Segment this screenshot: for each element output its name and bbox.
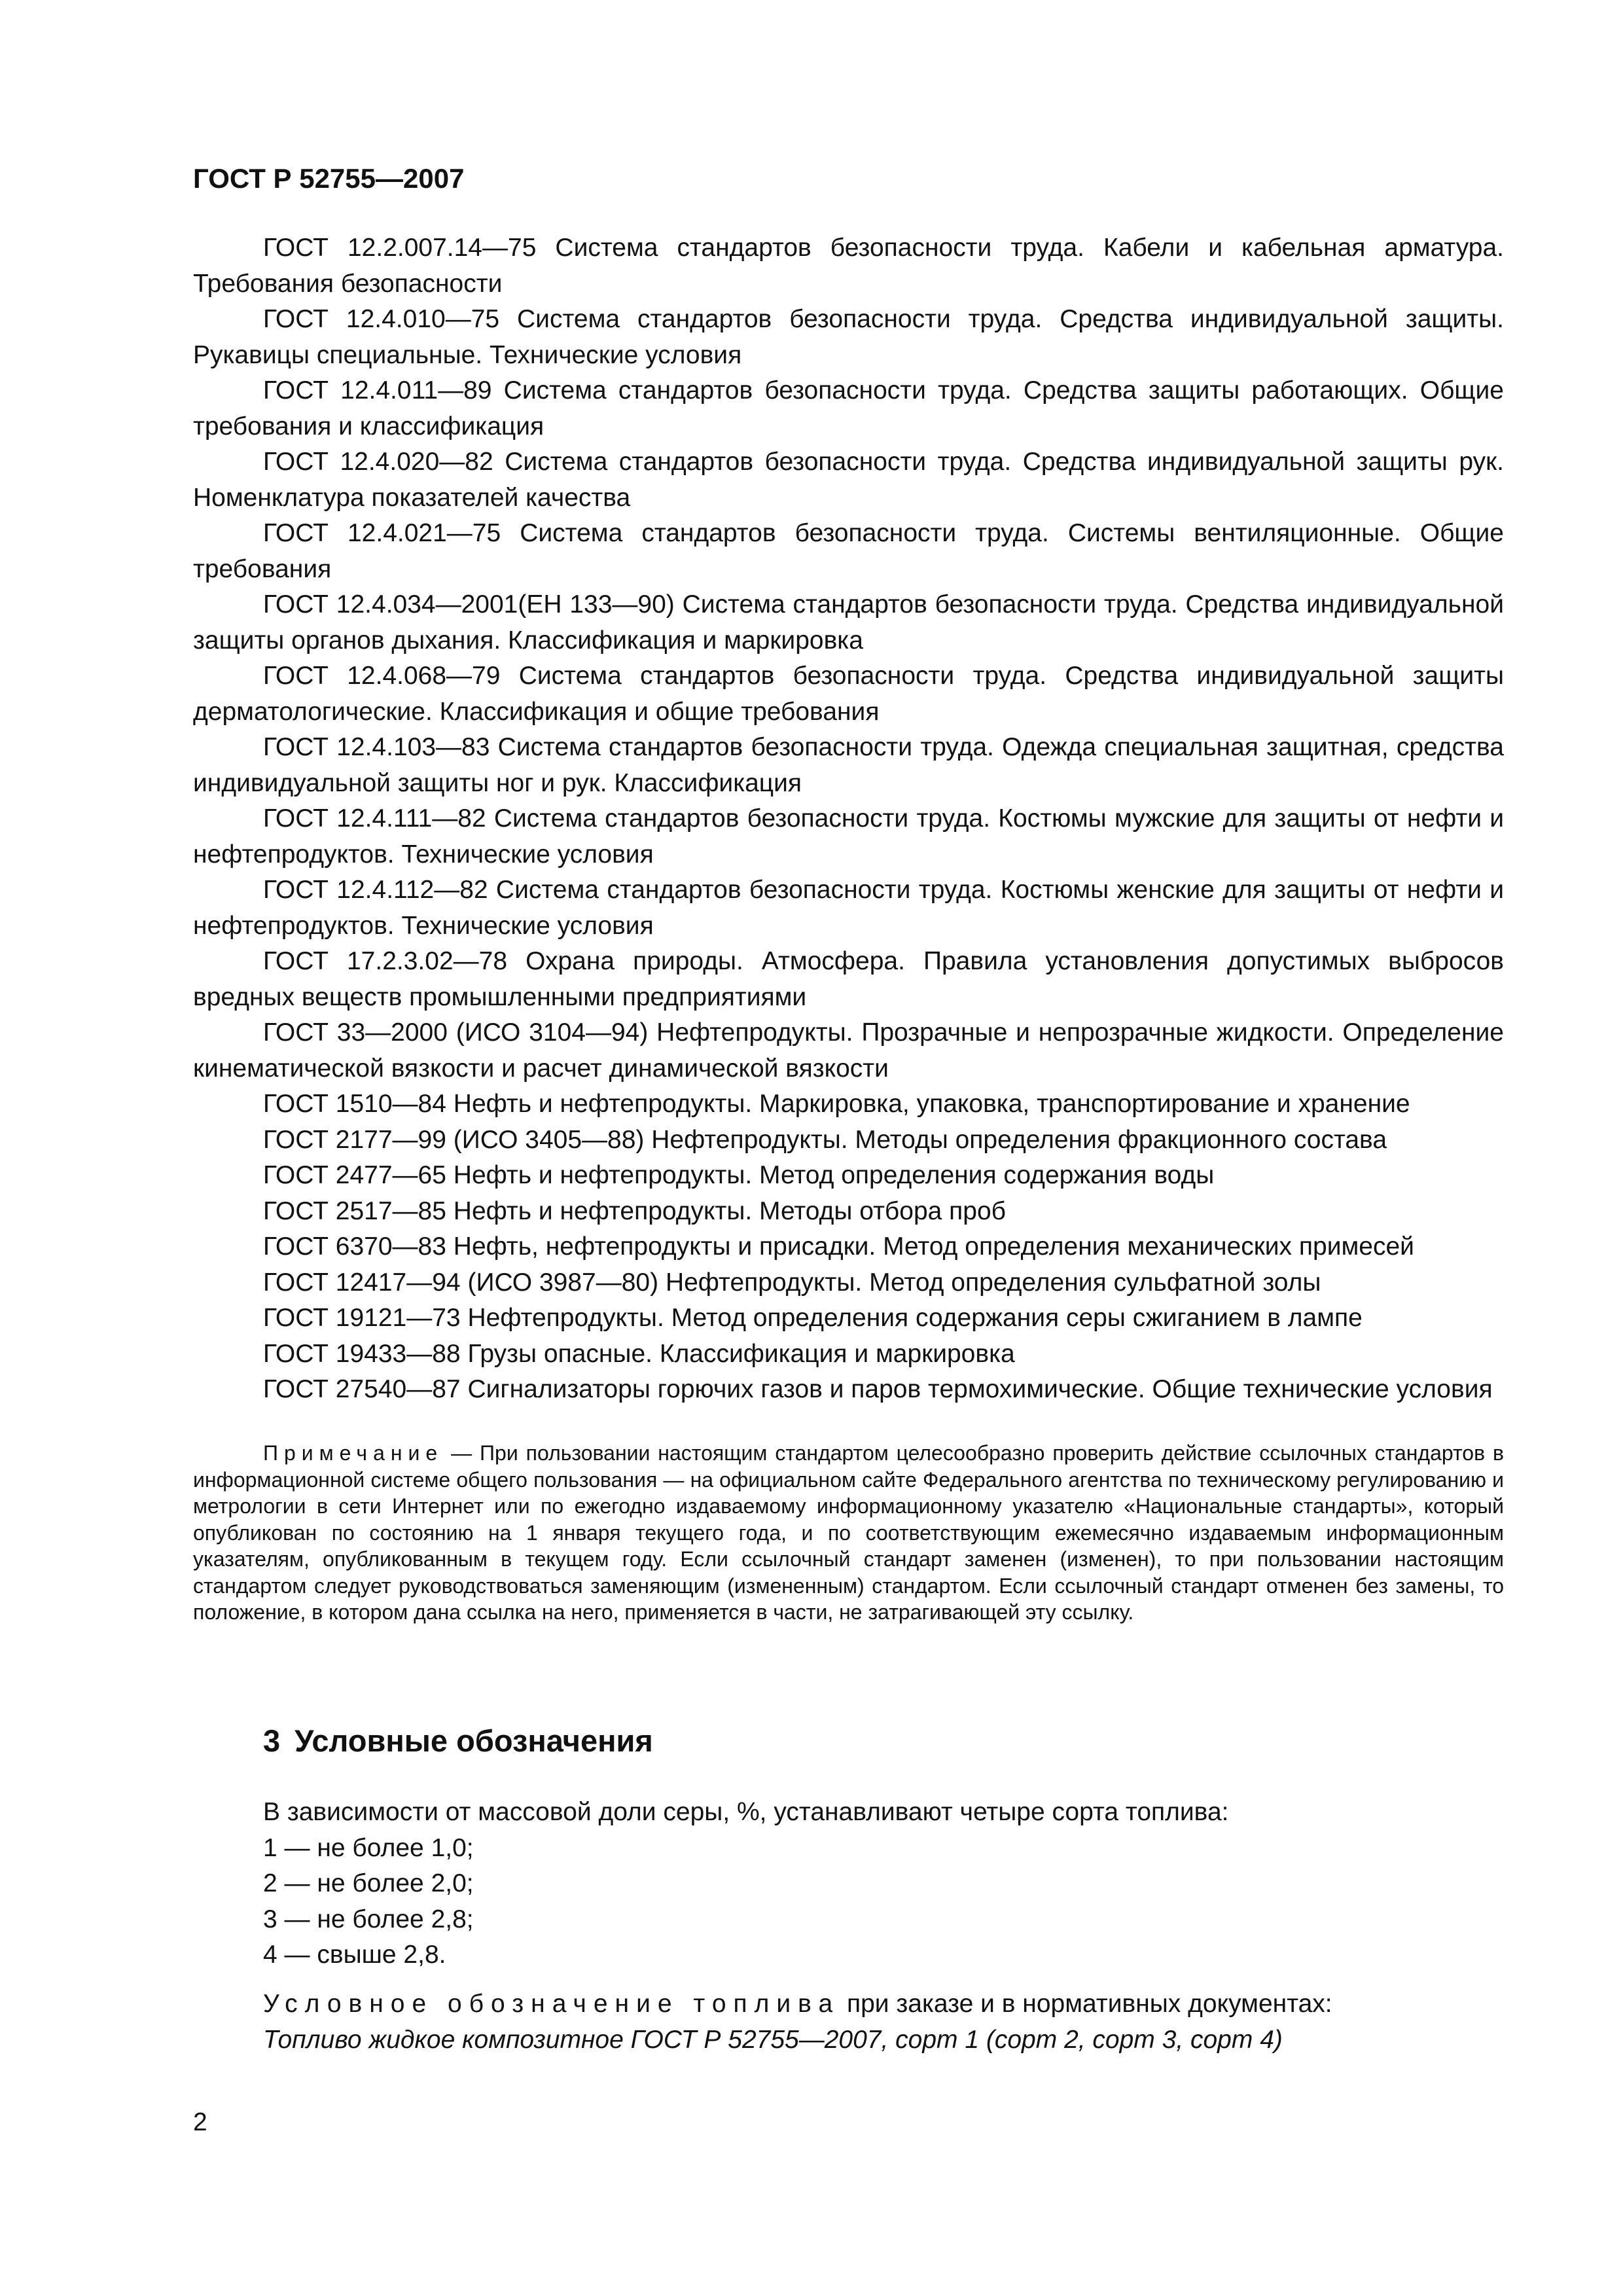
reference-item (193, 373, 1504, 444)
reference-item (193, 1086, 1504, 1122)
reference-title: Нефть, нефтепродукты и присадки. Метод определения механических примесей (453, 1232, 1414, 1261)
designation-example: Топливо жидкое композитное ГОСТ Р 52755—2007, сорт 1 (сорт 2, сорт 3, сорт 4) (263, 2025, 1283, 2054)
reference-title: Система стандартов безопасности труда. Средства защиты работающих. Общие требования и классификация (193, 376, 1504, 440)
reference-title: Нефть и нефтепродукты. Метод определения содержания воды (453, 1161, 1215, 1189)
reference-title: Система стандартов безопасности труда. Средства индивидуальной защиты. Рукавицы специальные. Технические условия (193, 305, 1504, 369)
reference-title: Нефтепродукты. Метод определения содержания серы сжиганием в лампе (467, 1304, 1363, 1332)
designation-label: Условное обозначение топлива (263, 1990, 840, 2018)
reference-title: Нефть и нефтепродукты. Методы отбора проб (453, 1196, 1007, 1225)
reference-title: Система стандартов безопасности труда. Костюмы мужские для защиты от нефти и нефтепродуктов. Технические условия (193, 804, 1505, 869)
reference-code: ГОСТ 1510—84 (263, 1090, 446, 1118)
reference-item (193, 230, 1504, 302)
document-header: ГОСТ Р 52755—2007 (193, 163, 465, 194)
page-number: 2 (193, 2108, 207, 2136)
reference-item (193, 444, 1504, 516)
grade-item: 1 — не более 1,0; (263, 1833, 474, 1862)
reference-title: Система стандартов безопасности труда. Средства индивидуальной защиты дерматологические. Классификация и общие требования (193, 662, 1505, 726)
reference-item (193, 302, 1504, 373)
section-title: Условные обозначения (294, 1723, 653, 1758)
section-number: 3 (263, 1723, 281, 1758)
reference-code: ГОСТ 12.4.021—75 (263, 519, 501, 547)
reference-item (193, 1372, 1504, 1408)
reference-code: ГОСТ 19433—88 (263, 1339, 461, 1368)
reference-item (193, 1336, 1504, 1372)
reference-title: Система стандартов безопасности труда. Системы вентиляционные. Общие требования (193, 519, 1504, 583)
reference-title: Нефть и нефтепродукты. Маркировка, упаковка, транспортирование и хранение (453, 1090, 1410, 1118)
reference-title: Нефтепродукты. Метод определения сульфатной золы (665, 1268, 1321, 1297)
reference-code: ГОСТ 19121—73 (263, 1304, 461, 1332)
section-body (263, 1795, 1504, 1973)
reference-code: ГОСТ 12.4.112—82 (263, 876, 488, 904)
reference-code: ГОСТ 12.4.068—79 (263, 662, 501, 690)
reference-code: ГОСТ 2517—85 (263, 1196, 446, 1225)
reference-item (193, 872, 1504, 944)
designation-block (263, 1986, 1504, 2058)
reference-title: Сигнализаторы горючих газов и паров термохимические. Общие технические условия (467, 1375, 1493, 1403)
reference-title: Система стандартов безопасности труда. Кабели и кабельная арматура. Требования безопасности (193, 234, 1504, 298)
note-paragraph (193, 1440, 1504, 1626)
reference-title: Система стандартов безопасности труда. Средства индивидуальной защиты рук. Номенклатура показателей качества (193, 448, 1504, 512)
reference-item (193, 516, 1504, 587)
reference-code: ГОСТ 12.4.034—2001(ЕН 133—90) (263, 590, 675, 619)
reference-code: ГОСТ 12.4.011—89 (263, 376, 492, 404)
reference-item (193, 1194, 1504, 1230)
reference-code: ГОСТ 2177—99 (ИСО 3405—88) (263, 1125, 645, 1154)
reference-item (193, 1300, 1504, 1336)
reference-code: ГОСТ 27540—87 (263, 1375, 461, 1403)
reference-title: Охрана природы. Атмосфера. Правила установления допустимых выбросов вредных веществ промышленными предприятиями (193, 947, 1504, 1011)
reference-code: ГОСТ 17.2.3.02—78 (263, 947, 508, 975)
reference-code: ГОСТ 12.4.010—75 (263, 305, 500, 333)
grade-item: 4 — свыше 2,8. (263, 1941, 446, 1969)
reference-title: Система стандартов безопасности труда. Средства индивидуальной защиты органов дыхания. Классификация и маркировка (193, 590, 1504, 655)
reference-item (193, 1158, 1504, 1194)
section-intro: В зависимости от массовой доли серы, %, устанавливают четыре сорта топлива: (263, 1798, 1229, 1826)
note-text: — При пользовании настоящим стандартом целесообразно проверить действие ссылочных стандартов в информационной системе общего пользования — на официальном сайте Федерального агентства по техническому регулированию и метрологии в сети Интернет или по ежегодно издаваемому информационному указателю «Национальные стандарты», который опубликован по состоянию на 1 января текущего года, и по соответствующим ежемесячно издаваемым информационным указателям, опубликованным в текущем году. Если ссылочный стандарт заменен (изменен), то при пользовании настоящим стандартом следует руководствоваться заменяющим (измененным) стандартом. Если ссылочный стандарт отменен без замены, то положение, в котором дана ссылка на него, применяется в части, не затрагивающей эту ссылку. (193, 1441, 1504, 1624)
reference-item (193, 944, 1504, 1015)
grade-item: 2 — не более 2,0; (263, 1869, 474, 1897)
reference-item (193, 658, 1504, 730)
reference-item (193, 587, 1504, 658)
reference-title: Система стандартов безопасности труда. Костюмы женские для защиты от нефти и нефтепродуктов. Технические условия (193, 876, 1505, 940)
reference-item (193, 1015, 1504, 1086)
reference-code: ГОСТ 12.4.020—82 (263, 448, 493, 476)
grade-item: 3 — не более 2,8; (263, 1905, 474, 1933)
section-heading (263, 1721, 653, 1761)
reference-code: ГОСТ 12.4.103—83 (263, 733, 490, 761)
note-label: Примечание (263, 1441, 444, 1465)
normative-references-list (193, 230, 1504, 1408)
reference-item (193, 1229, 1504, 1265)
reference-title: Система стандартов безопасности труда. Одежда специальная защитная, средства индивидуальной защиты ног и рук. Классификация (193, 733, 1504, 797)
reference-item (193, 1122, 1504, 1158)
reference-title: Нефтепродукты. Методы определения фракционного состава (651, 1125, 1387, 1154)
reference-title: Грузы опасные. Классификация и маркировка (467, 1339, 1015, 1368)
reference-item (193, 1265, 1504, 1301)
reference-title: Нефтепродукты. Прозрачные и непрозрачные жидкости. Определение кинематической вязкости и расчет динамической вязкости (193, 1018, 1504, 1083)
designation-line (263, 1986, 1504, 2022)
reference-item (193, 730, 1504, 801)
reference-code: ГОСТ 12417—94 (ИСО 3987—80) (263, 1268, 659, 1297)
reference-code: ГОСТ 2477—65 (263, 1161, 446, 1189)
reference-item (193, 801, 1504, 872)
reference-code: ГОСТ 12.4.111—82 (263, 804, 486, 833)
reference-code: ГОСТ 33—2000 (ИСО 3104—94) (263, 1018, 649, 1047)
designation-text: при заказе и в нормативных документах: (840, 1990, 1332, 2018)
reference-code: ГОСТ 12.2.007.14—75 (263, 234, 537, 262)
reference-code: ГОСТ 6370—83 (263, 1232, 446, 1261)
